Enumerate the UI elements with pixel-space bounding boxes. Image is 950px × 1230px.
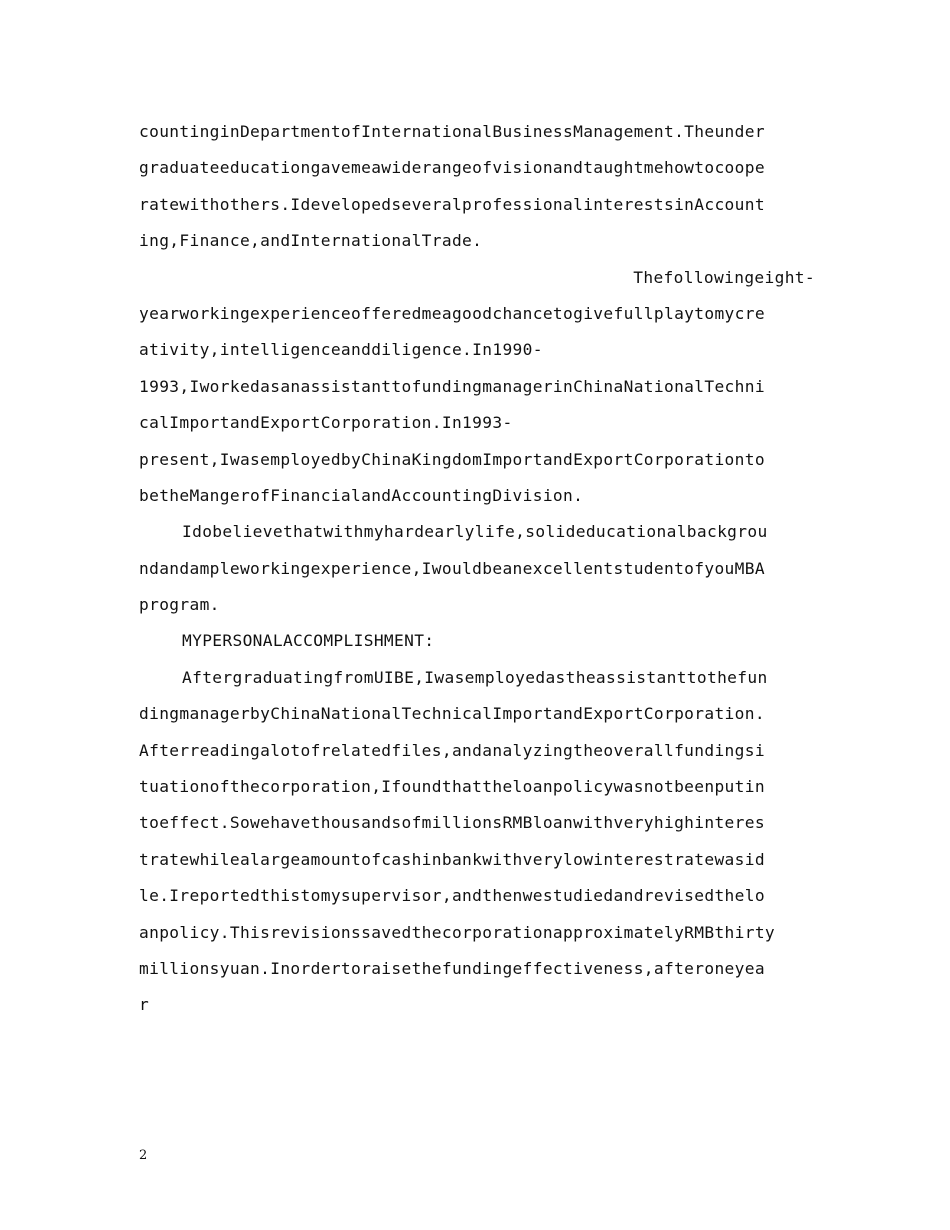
text-line: le.Ireportedthistomysupervisor,andthenwestudiedandrevisedthelo xyxy=(139,886,765,906)
text-line: ing,Finance,andInternationalTrade. xyxy=(139,231,483,251)
text-line: calImportandExportCorporation.In1993- xyxy=(139,413,513,433)
text-line: dingmanagerbyChinaNationalTechnicalImportandExportCorporation. xyxy=(139,704,765,724)
text-line: betheMangerofFinancialandAccountingDivision. xyxy=(139,485,584,505)
section-heading: MYPERSONALACCOMPLISHMENT: xyxy=(182,631,435,651)
text-line: program. xyxy=(139,595,220,615)
text-line: present,IwasemployedbyChinaKingdomImportandExportCorporationto xyxy=(139,449,765,469)
text-line: Thefollowingeight- xyxy=(633,267,815,287)
text-line: tratewhilealargeamountofcashinbankwithverylowinterestratewasid xyxy=(139,849,765,869)
text-line: millionsyuan.Inordertoraisethefundingeffectiveness,afteroneyea xyxy=(139,958,765,978)
text-line: 1993,IworkedasanassistanttofundingmanagerinChinaNationalTechni xyxy=(139,376,765,396)
text-line: Afterreadingalotofrelatedfiles,andanalyzingtheoverallfundingsi xyxy=(139,740,765,760)
body-text xyxy=(139,114,815,1024)
text-line: Idobelievethatwithmyhardearlylife,solideducationalbackgrou xyxy=(182,522,768,542)
text-line: toeffect.SowehavethousandsofmillionsRMBloanwithveryhighinteres xyxy=(139,813,765,833)
text-line: graduateeducationgavemeawiderangeofvisionandtaughtmehowtocoope xyxy=(139,158,765,178)
text-line: yearworkingexperienceofferedmeagoodchancetogivefullplaytomycre xyxy=(139,303,765,323)
text-line: r xyxy=(139,995,150,1015)
page-number: 2 xyxy=(139,1148,148,1163)
text-line: ativity,intelligenceanddiligence.In1990- xyxy=(139,340,543,360)
text-line: tuationofthecorporation,Ifoundthattheloanpolicywasnotbeenputin xyxy=(139,777,765,797)
text-line: anpolicy.ThisrevisionssavedthecorporationapproximatelyRMBthirty xyxy=(139,922,776,942)
text-line: ndandampleworkingexperience,IwouldbeanexcellentstudentofyouMBA xyxy=(139,558,765,578)
text-line: AftergraduatingfromUIBE,Iwasemployedastheassistanttothefun xyxy=(182,667,768,687)
text-line: countinginDepartmentofInternationalBusinessManagement.Theunder xyxy=(139,122,765,141)
text-line: ratewithothers.IdevelopedseveralprofessionalinterestsinAccount xyxy=(139,194,765,214)
